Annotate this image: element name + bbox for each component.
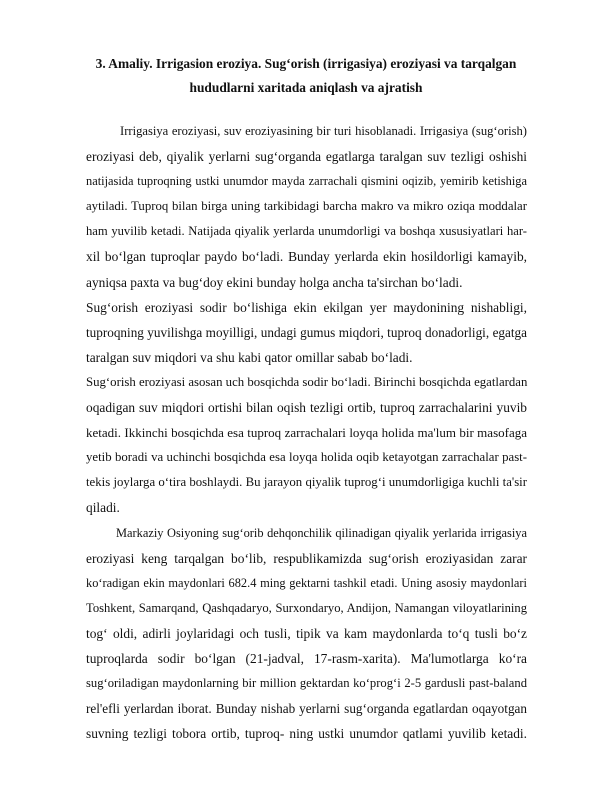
paragraph-line: sug‘oriladigan maydonlarning bir million gektardan ko‘prog‘i 2-5 gardusli past-baland [86, 676, 527, 691]
paragraph-line: eroziyasi keng tarqalgan bo‘lib, respublikamizda sug‘orish eroziyasidan zarar [86, 550, 527, 566]
paragraph-line: suvning tezligi tobora ortib, tuproq- ning ustki unumdor qatlami yuvilib ketadi. [86, 726, 527, 742]
paragraph-line: oqadigan suv miqdori ortishi bilan oqish tezligi ortib, tuproq zarrachalarini yuvib [86, 400, 527, 416]
paragraph-line: ayniqsa paxta va bug‘doy ekini bunday holga ancha ta'sirchan bo‘ladi. [86, 274, 463, 290]
paragraph-line: tog‘ oldi, adirli joylaridagi och tusli, tipik va kam maydonlarda to‘q tusli bo‘z [86, 625, 527, 641]
section-title-line-1: 3. Amaliy. Irrigasion eroziya. Sug‘orish (irrigasiya) eroziyasi va tarqalgan [95, 56, 517, 71]
paragraph-line: Sug‘orish eroziyasi asosan uch bosqichda sodir bo‘ladi. Birinchi bosqichda egatlardan [86, 374, 528, 389]
paragraph-line: ham yuvilib ketadi. Natijada qiyalik yerlarda unumdorligi va boshqa xususiyatlari har- [86, 224, 527, 239]
paragraph-line: taralgan suv miqdori va shu kabi qator omillar sabab bo‘ladi. [86, 349, 413, 365]
paragraph-line: natijasida tuproqning ustki unumdor mayda zarrachali qismini oqizib, yemirib ketishiga [86, 174, 527, 189]
paragraph-line: qiladi. [86, 500, 120, 516]
paragraph-line: eroziyasi deb, qiyalik yerlarni sug‘organda egatlarga taralgan suv tezligi oshishi [86, 149, 527, 165]
paragraph-line: tekis joylarga o‘tira boshlaydi. Bu jarayon qiyalik tuprog‘i unumdorligiga kuchli ta'sir [86, 475, 527, 490]
section-title-line-2: hududlarni xaritada aniqlash va ajratish [189, 80, 423, 95]
body-text [86, 119, 527, 746]
paragraph-line: tuproqlarda sodir bo‘lgan (21-jadval, 17-rasm-xarita). Ma'lumotlarga ko‘ra [86, 650, 527, 666]
paragraph-line: rel'efli yerlardan iborat. Bunday nishab yerlarni sug‘organda egatlardan oqayotgan [86, 701, 527, 717]
paragraph-line: Irrigasiya eroziyasi, suv eroziyasining bir turi hisoblanadi. Irrigasiya (sug‘orish) [120, 124, 527, 138]
paragraph-line: yetib boradi va uchinchi bosqichda esa loyqa holida oqib ketayotgan zarrachalar past- [86, 450, 527, 465]
paragraph-line: tuproqning yuvilishga moyilligi, undagi gumus miqdori, tuproq donadorligi, egatga [86, 324, 527, 340]
paragraph-line: aytiladi. Tuproq bilan birga uning tarkibidagi barcha makro va mikro oziqa moddalar [86, 199, 527, 214]
paragraph-line: ketadi. Ikkinchi bosqichda esa tuproq zarrachalari loyqa holida ma'lum bir masofaga [86, 425, 527, 441]
paragraph-line: Toshkent, Samarqand, Qashqadaryo, Surxondaryo, Andijon, Namangan viloyatlarining [86, 600, 527, 615]
paragraph-line: Sug‘orish eroziyasi sodir bo‘lishiga ekin ekilgan yer maydonining nishabligi, [86, 299, 527, 315]
paragraph-line: ko‘radigan ekin maydonlari 682.4 ming gektarni tashkil etadi. Uning asosiy maydonlari [86, 575, 527, 590]
paragraph-line: Markaziy Osiyoning sug‘orib dehqonchilik qilinadigan qiyalik yerlarida irrigasiya [116, 525, 527, 540]
paragraph-line: xil bo‘lgan tuproqlar paydo bo‘ladi. Bunday yerlarda ekin hosildorligi kamayib, [86, 249, 527, 265]
